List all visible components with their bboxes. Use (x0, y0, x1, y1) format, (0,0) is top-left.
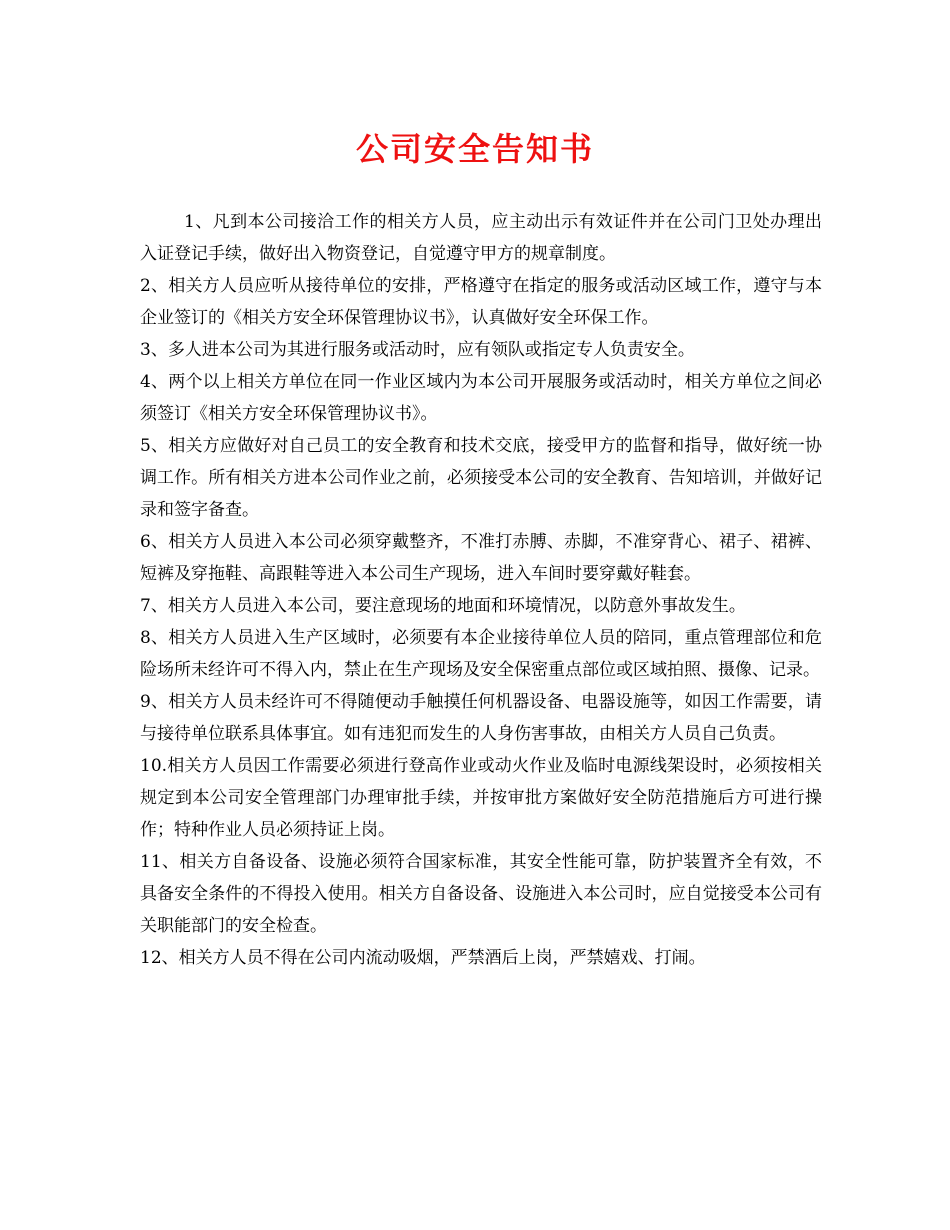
clause-12: 12、相关方人员不得在公司内流动吸烟，严禁酒后上岗，严禁嬉戏、打闹。 (140, 948, 706, 968)
clause-1: 1、凡到本公司接洽工作的相关方人员，应主动出示有效证件并在公司门卫处办理出入证登记手续，做好出入物资登记，自觉遵守甲方的规章制度。 (140, 212, 822, 264)
clause-10: 10.相关方人员因工作需要必须进行登高作业或动火作业及临时电源线架设时，必须按相关规定到本公司安全管理部门办理审批手续，并按审批方案做好安全防范措施后方可进行操作；特种作业人员必须持证上岗。 (140, 756, 822, 840)
clause-4: 4、两个以上相关方单位在同一作业区域内为本公司开展服务或活动时，相关方单位之间必须签订《相关方安全环保管理协议书》。 (140, 372, 822, 424)
clause-6: 6、相关方人员进入本公司必须穿戴整齐，不准打赤膊、赤脚，不准穿背心、裙子、裙裤、短裤及穿拖鞋、高跟鞋等进入本公司生产现场，进入车间时要穿戴好鞋套。 (140, 532, 822, 584)
clause-8: 8、相关方人员进入生产区域时，必须要有本企业接待单位人员的陪同，重点管理部位和危险场所未经许可不得入内，禁止在生产现场及安全保密重点部位或区域拍照、摄像、记录。 (140, 628, 822, 680)
clause-7: 7、相关方人员进入本公司，要注意现场的地面和环境情况，以防意外事故发生。 (140, 596, 746, 616)
clause-9: 9、相关方人员未经许可不得随便动手触摸任何机器设备、电器设施等，如因工作需要，请与接待单位联系具体事宜。如有违犯而发生的人身伤害事故，由相关方人员自己负责。 (140, 692, 822, 744)
clause-5: 5、相关方应做好对自己员工的安全教育和技术交底，接受甲方的监督和指导，做好统一协调工作。所有相关方进本公司作业之前，必须接受本公司的安全教育、告知培训，并做好记录和签字备查。 (140, 436, 822, 520)
clause-3: 3、多人进本公司为其进行服务或活动时，应有领队或指定专人负责安全。 (140, 340, 695, 360)
clause-2: 2、相关方人员应听从接待单位的安排，严格遵守在指定的服务或活动区域工作，遵守与本企业签订的《相关方安全环保管理协议书》，认真做好安全环保工作。 (140, 276, 822, 328)
document-body (140, 206, 822, 974)
clause-11: 11、相关方自备设备、设施必须符合国家标准，其安全性能可靠，防护装置齐全有效，不具备安全条件的不得投入使用。相关方自备设备、设施进入本公司时，应自觉接受本公司有关职能部门的安全检查。 (140, 852, 822, 936)
document-title: 公司安全告知书 (355, 130, 594, 168)
